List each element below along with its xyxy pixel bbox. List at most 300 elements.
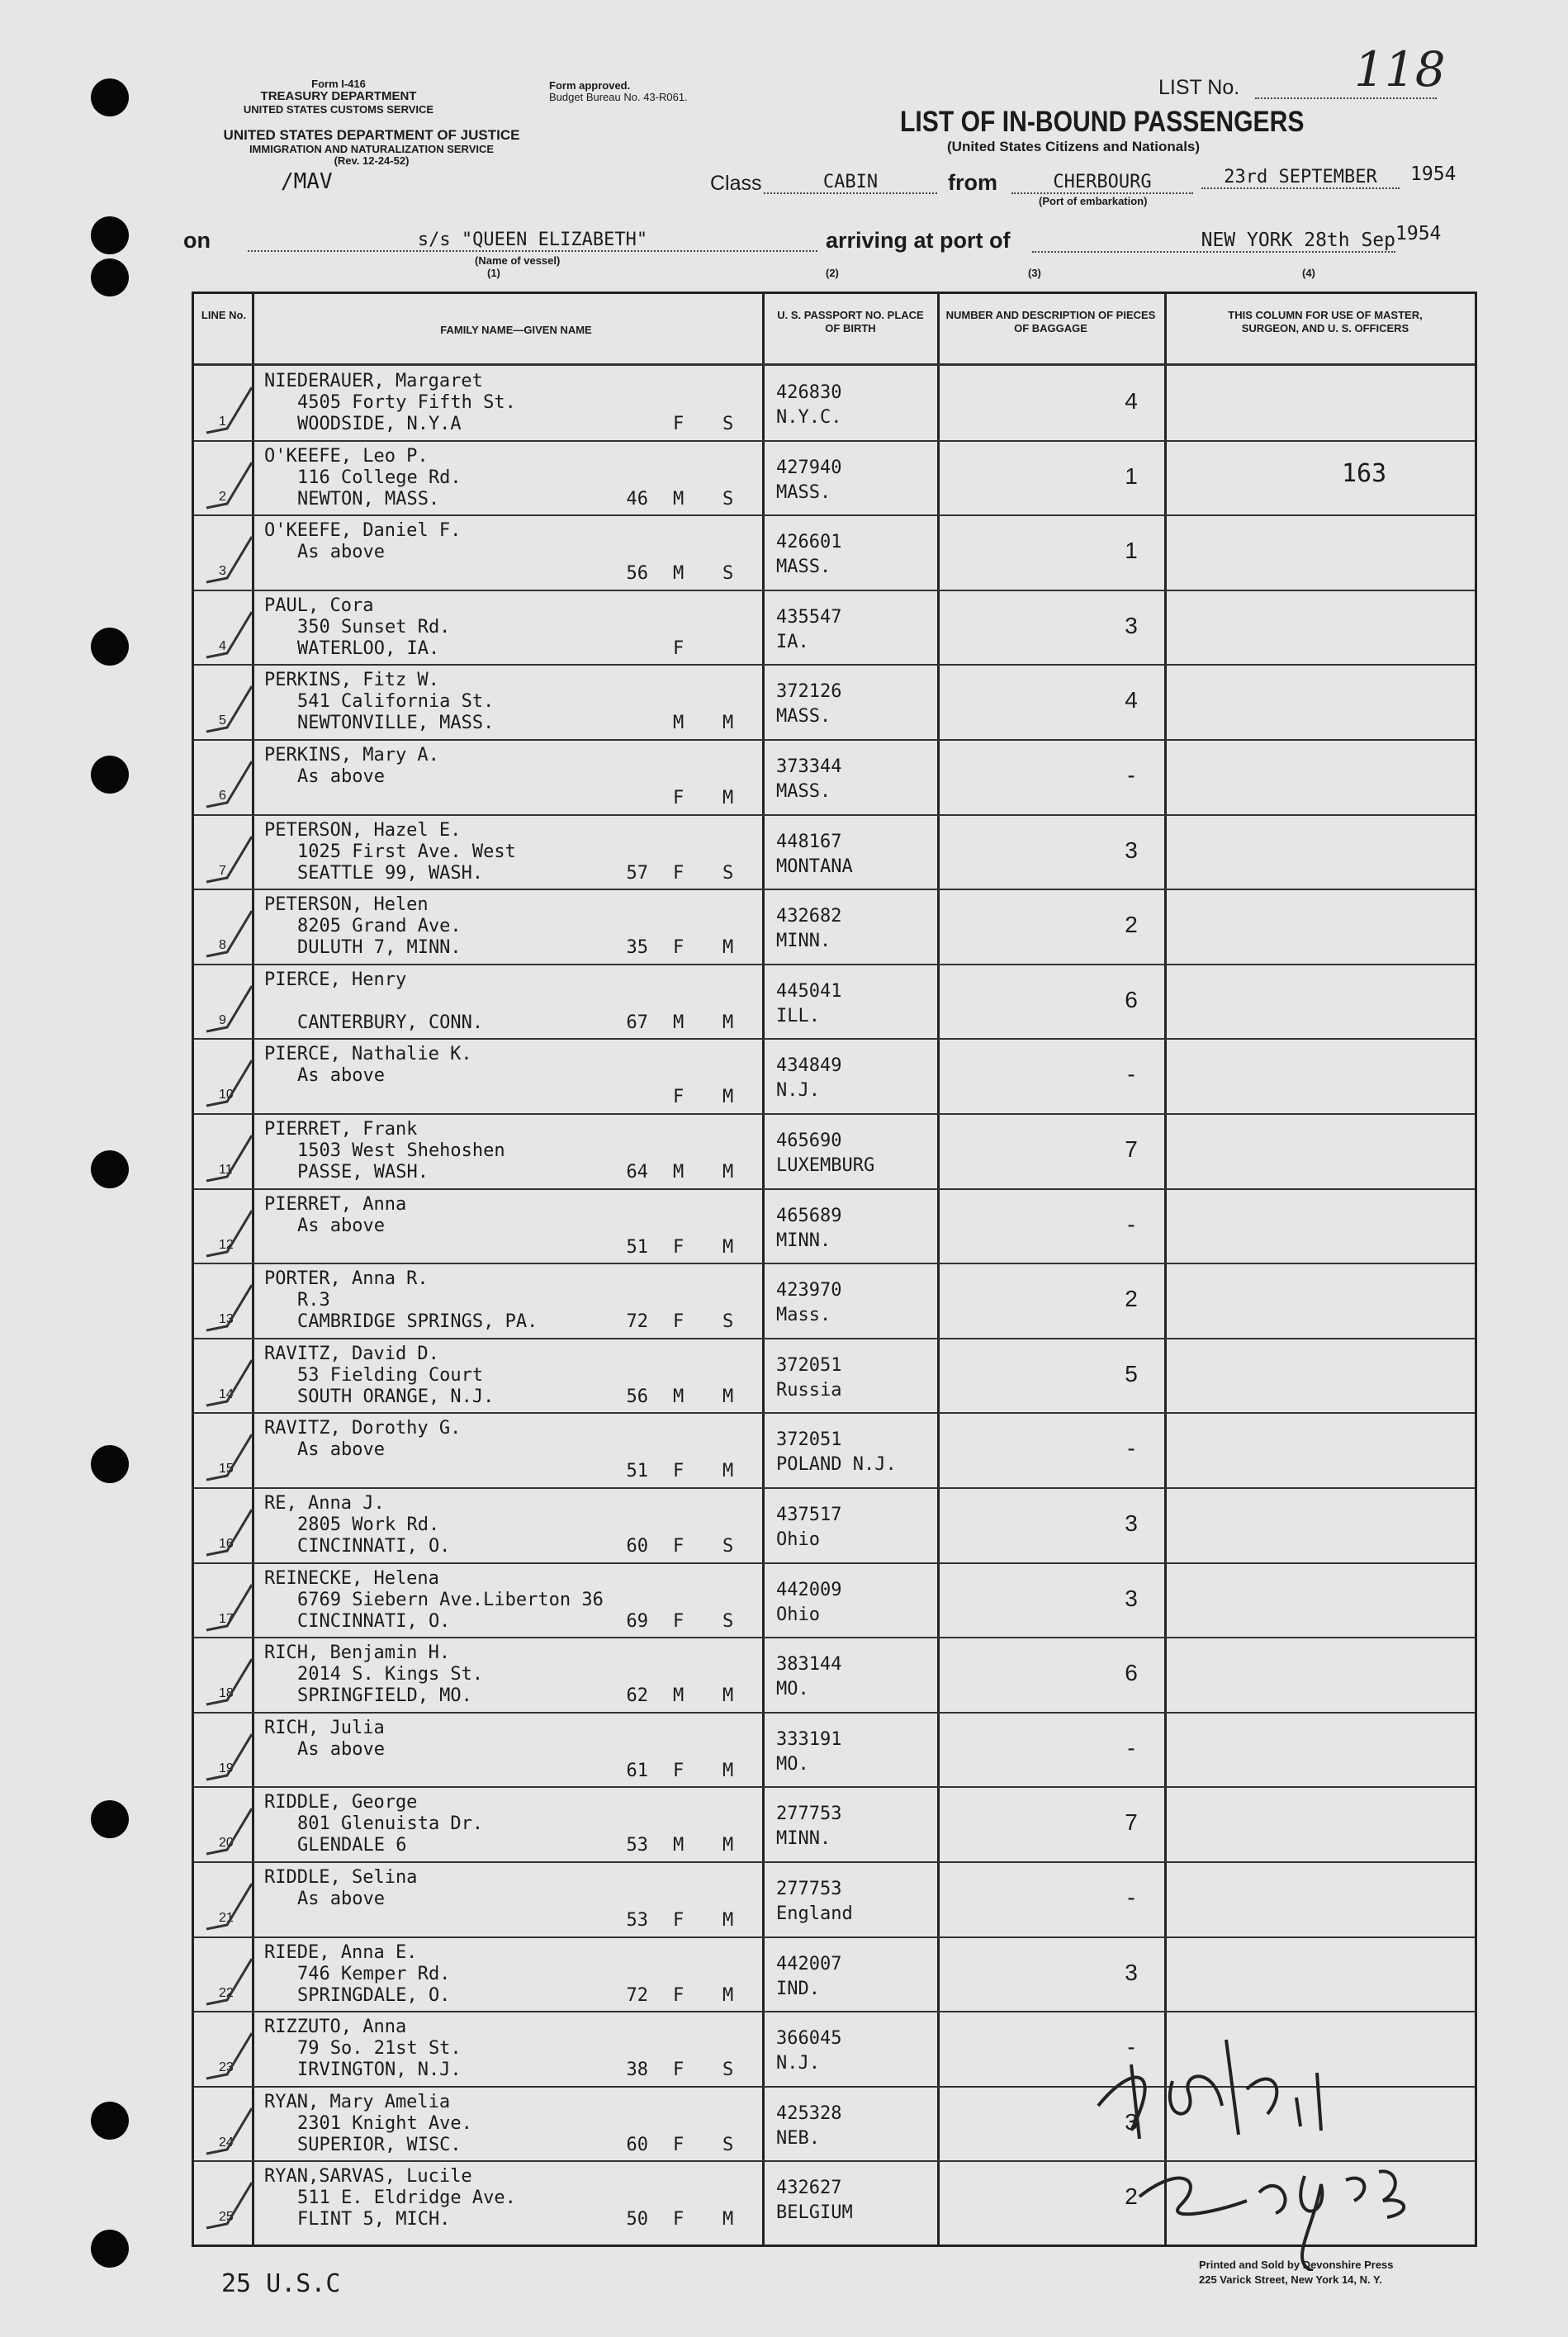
row-divider: [194, 1338, 1475, 1339]
address-city: CANTERBURY, CONN.: [297, 1012, 484, 1033]
row-divider: [194, 1637, 1475, 1638]
passport-number: 425328: [776, 2102, 842, 2124]
passenger-name: PETERSON, Helen: [264, 894, 429, 916]
place-of-birth: MINN.: [776, 1828, 831, 1850]
passenger-name: PIERRET, Anna: [264, 1193, 407, 1215]
marital-status: S: [722, 1311, 734, 1333]
line-number: 25: [219, 2210, 234, 2225]
place-of-birth: Ohio: [776, 1604, 820, 1625]
address-city: SOUTH ORANGE, N.J.: [297, 1386, 495, 1407]
form-approved: Form approved.: [549, 79, 631, 92]
age: 67: [626, 1012, 648, 1033]
table-row: [194, 442, 1475, 516]
svg-text:T.A.G.: T.A.G.: [1164, 2122, 1167, 2123]
table-row: [194, 1115, 1475, 1189]
place-of-birth: BELGIUM: [776, 2202, 853, 2224]
baggage-count: 2: [1125, 1286, 1138, 1312]
passport-number: 442007: [776, 1953, 842, 1974]
address-line: 6769 Siebern Ave.Liberton 36: [297, 1589, 604, 1610]
table-row: [194, 965, 1475, 1040]
row-divider: [194, 1412, 1475, 1414]
passenger-name: RICH, Julia: [264, 1717, 385, 1738]
table-row: [194, 1190, 1475, 1264]
passport-number: 426830: [776, 382, 842, 403]
baggage-count: 3: [1125, 2108, 1138, 2135]
check-mark-icon: [202, 458, 260, 516]
col-no-2: (2): [826, 267, 839, 279]
baggage-count: -: [1127, 1734, 1135, 1761]
officer-note: 163: [1342, 459, 1387, 488]
place-of-birth: MASS.: [776, 557, 831, 578]
age: 50: [626, 2209, 648, 2230]
table-row: [194, 890, 1475, 965]
address-line: 116 College Rd.: [297, 467, 462, 488]
check-mark-icon: [202, 982, 260, 1040]
place-of-birth: N.J.: [776, 1080, 820, 1102]
line-number: 8: [219, 938, 226, 953]
place-of-birth: N.J.: [776, 2053, 820, 2074]
passport-number: 366045: [776, 2028, 842, 2050]
baggage-count: 5: [1125, 1360, 1138, 1387]
passport-number: 277753: [776, 1804, 842, 1825]
row-divider: [194, 1038, 1475, 1040]
row-divider: [194, 739, 1475, 741]
passport-number: 448167: [776, 831, 842, 852]
line-number: 17: [219, 1611, 234, 1626]
address-line: 2301 Knight Ave.: [297, 2112, 472, 2134]
row-divider: [194, 1936, 1475, 1938]
passport-number: 437517: [776, 1505, 842, 1525]
address-line: 2805 Work Rd.: [297, 1515, 440, 1535]
passport-number: 432627: [776, 2178, 842, 2199]
address-city: CINCINNATI, O.: [297, 1536, 451, 1557]
doj-title: UNITED STATES DEPARTMENT OF JUSTICE: [223, 127, 520, 143]
passport-number: 465690: [776, 1131, 842, 1151]
binder-hole: [91, 2102, 129, 2140]
line-number: 9: [219, 1012, 226, 1027]
row-divider: [194, 1113, 1475, 1115]
marital-status: M: [722, 937, 734, 959]
treasury-dept: TREASURY DEPARTMENT: [260, 89, 417, 104]
row-divider: [194, 814, 1475, 816]
marital-status: M: [722, 1386, 734, 1407]
line-number: 18: [219, 1686, 234, 1701]
address-line: 2014 S. Kings St.: [297, 1664, 484, 1685]
line-number: 12: [219, 1237, 234, 1252]
place-of-birth: LUXEMBURG: [776, 1155, 875, 1176]
check-mark-icon: [202, 1356, 260, 1414]
place-of-birth: England: [776, 1903, 853, 1924]
check-mark-icon: [202, 1056, 260, 1114]
sex: F: [673, 1760, 685, 1781]
baggage-count: 7: [1125, 1809, 1138, 1836]
address-city: WOODSIDE, N.Y.A: [297, 414, 462, 434]
baggage-count: 7: [1125, 1136, 1138, 1162]
rev-date: (Rev. 12-24-52): [334, 154, 410, 167]
marital-status: M: [722, 1760, 734, 1781]
binder-hole: [91, 1800, 129, 1838]
passenger-name: RICH, Benjamin H.: [264, 1643, 451, 1664]
address-line: As above: [297, 1738, 385, 1760]
address-line: As above: [297, 1065, 385, 1087]
table-row: [194, 1564, 1475, 1638]
address-line: As above: [297, 1215, 385, 1236]
passenger-name: PAUL, Cora: [264, 595, 374, 616]
passport-number: 427940: [776, 457, 842, 478]
on-label: on: [183, 228, 211, 253]
place-of-birth: MINN.: [776, 931, 831, 952]
check-mark-icon: [202, 1281, 260, 1339]
class-value: CABIN: [764, 172, 937, 194]
passenger-name: O'KEEFE, Leo P.: [264, 445, 429, 467]
sex: F: [673, 937, 685, 959]
sex: M: [673, 563, 685, 585]
place-of-birth: N.Y.C.: [776, 407, 842, 428]
address-line: 1025 First Ave. West: [297, 841, 516, 862]
binder-hole: [91, 756, 129, 794]
age: 35: [626, 937, 648, 959]
marital-status: S: [722, 1610, 734, 1632]
passport-number: 423970: [776, 1280, 842, 1301]
row-divider: [194, 964, 1475, 965]
col-header-name: FAMILY NAME—GIVEN NAME: [440, 324, 592, 336]
age: 56: [626, 563, 648, 585]
address-city: NEWTON, MASS.: [297, 488, 440, 510]
table-row: [194, 1638, 1475, 1713]
place-of-birth: MINN.: [776, 1230, 831, 1251]
binder-hole: [91, 78, 129, 116]
marital-status: S: [722, 414, 734, 434]
baggage-count: 2: [1125, 2183, 1138, 2210]
sex: M: [673, 1012, 685, 1033]
baggage-count: 2: [1125, 912, 1138, 938]
age: 62: [626, 1685, 648, 1707]
age: 53: [626, 1910, 648, 1931]
line-number: 15: [219, 1462, 234, 1477]
list-no-underline: [1255, 97, 1437, 99]
address-city: WATERLOO, IA.: [297, 638, 440, 659]
passenger-name: NIEDERAUER, Margaret: [264, 371, 483, 391]
address-line: R.3: [297, 1290, 330, 1311]
passport-number: 372051: [776, 1354, 842, 1376]
row-divider: [194, 1712, 1475, 1714]
vessel-name: s/s "QUEEN ELIZABETH": [248, 230, 817, 252]
marital-status: M: [722, 1984, 734, 2006]
class-label: Class: [710, 172, 762, 195]
line-number: 22: [219, 1985, 234, 2000]
address-city: SEATTLE 99, WASH.: [297, 862, 484, 884]
marital-status: M: [722, 1685, 734, 1707]
sex: F: [673, 2134, 685, 2155]
form-id-block: [223, 78, 454, 116]
embark-date: 23rd SEPTEMBER: [1201, 167, 1400, 189]
check-mark-icon: [202, 832, 260, 890]
baggage-count: 6: [1125, 1660, 1138, 1686]
line-number: 14: [219, 1387, 234, 1401]
place-of-birth: Russia: [776, 1379, 842, 1401]
passport-number: 372051: [776, 1429, 842, 1451]
check-mark-icon: [202, 533, 260, 590]
marital-status: M: [722, 713, 734, 734]
officer-signature: [1082, 2015, 1478, 2271]
line-number: 13: [219, 1312, 234, 1327]
table-row: [194, 1414, 1475, 1488]
passport-number: 426601: [776, 532, 842, 553]
line-number: 10: [219, 1088, 234, 1102]
sex: F: [673, 862, 685, 884]
binder-hole: [91, 628, 129, 666]
address-city: PASSE, WASH.: [297, 1162, 429, 1183]
baggage-count: -: [1127, 2034, 1135, 2060]
customs-service: UNITED STATES CUSTOMS SERVICE: [243, 102, 434, 116]
passenger-name: RYAN,SARVAS, Lucile: [264, 2166, 472, 2188]
binder-hole: [91, 216, 129, 254]
line-number: 19: [219, 1761, 234, 1775]
address-line: 79 So. 21st St.: [297, 2038, 462, 2060]
line-number: 3: [219, 564, 226, 579]
marital-status: M: [722, 1835, 734, 1856]
baggage-count: 6: [1125, 986, 1138, 1012]
age: 56: [626, 1386, 648, 1407]
table-row: [194, 1040, 1475, 1114]
place-of-birth: MASS.: [776, 781, 831, 802]
marital-status: M: [722, 1461, 734, 1482]
sex: F: [673, 1311, 685, 1333]
address-city: DULUTH 7, MINN.: [297, 937, 462, 959]
address-city: SUPERIOR, WISC.: [297, 2134, 462, 2155]
baggage-count: -: [1127, 1884, 1135, 1910]
table-row: [194, 1489, 1475, 1563]
budget-bureau-no: Budget Bureau No. 43-R061.: [549, 91, 688, 104]
address-city: IRVINGTON, N.J.: [297, 2060, 462, 2081]
table-row: [194, 1714, 1475, 1788]
baggage-count: 3: [1125, 1959, 1138, 1985]
arrival-year: 1954: [1395, 223, 1442, 244]
passenger-name: RIEDE, Anna E.: [264, 1941, 418, 1963]
row-divider: [194, 514, 1475, 516]
place-of-birth: IA.: [776, 631, 809, 652]
place-of-birth: POLAND N.J.: [776, 1454, 897, 1476]
check-mark-icon: [202, 682, 260, 740]
check-mark-icon: [202, 1655, 260, 1713]
age: 51: [626, 1236, 648, 1258]
sex: F: [673, 1984, 685, 2006]
line-number: 7: [219, 863, 226, 878]
check-mark-icon: [202, 1131, 260, 1189]
check-mark-icon: [202, 2029, 260, 2087]
sex: M: [673, 488, 685, 510]
baggage-count: 3: [1125, 1510, 1138, 1536]
age: 69: [626, 1610, 648, 1632]
baggage-count: 4: [1125, 388, 1138, 414]
sex: M: [673, 1685, 685, 1707]
row-divider: [194, 1786, 1475, 1788]
sex: F: [673, 1610, 685, 1632]
mav-stamp: /MAV: [281, 169, 333, 194]
check-mark-icon: [202, 608, 260, 666]
address-line: 350 Sunset Rd.: [297, 616, 451, 638]
row-divider: [194, 1487, 1475, 1489]
vessel-caption: (Name of vessel): [475, 254, 561, 267]
sex: M: [673, 1386, 685, 1407]
sex: F: [673, 1236, 685, 1258]
marital-status: M: [722, 2209, 734, 2230]
line-number: 16: [219, 1537, 234, 1551]
address-city: FLINT 5, MICH.: [297, 2209, 451, 2230]
table-row: [194, 1264, 1475, 1339]
page-subtitle: (United States Citizens and Nationals): [947, 139, 1201, 154]
marital-status: S: [722, 563, 734, 585]
address-city: SPRINGDALE, O.: [297, 1984, 451, 2006]
col-header-baggage: NUMBER AND DESCRIPTION OF PIECES OF BAGGAGE: [945, 309, 1156, 335]
place-of-birth: NEB.: [776, 2127, 820, 2149]
marital-status: M: [722, 1910, 734, 1931]
sex: F: [673, 1910, 685, 1931]
address-line: 4505 Forty Fifth St.: [297, 392, 516, 413]
marital-status: S: [722, 488, 734, 510]
passenger-name: RIZZUTO, Anna: [264, 2017, 407, 2038]
place-of-birth: MONTANA: [776, 856, 853, 877]
passenger-name: RAVITZ, Dorothy G.: [264, 1418, 462, 1439]
check-mark-icon: [202, 1505, 260, 1563]
address-line: 53 Fielding Court: [297, 1364, 484, 1386]
line-number: 6: [219, 789, 226, 803]
sex: F: [673, 1461, 685, 1482]
address-line: 541 California St.: [297, 691, 495, 713]
footer-printer-2: 225 Varick Street, New York 14, N. Y.: [1199, 2273, 1382, 2286]
address-line: As above: [297, 1439, 385, 1461]
line-number: 20: [219, 1836, 234, 1851]
check-mark-icon: [202, 907, 260, 965]
address-line: 1503 West Shehoshen: [297, 1140, 505, 1161]
place-of-birth: ILL.: [776, 1005, 820, 1026]
passport-number: 434849: [776, 1055, 842, 1077]
line-number: 21: [219, 1911, 234, 1925]
place-of-birth: MASS.: [776, 706, 831, 728]
marital-status: M: [722, 1236, 734, 1258]
passport-number: 435547: [776, 606, 842, 628]
age: 61: [626, 1760, 648, 1781]
age: 72: [626, 1984, 648, 2006]
list-no-value: 118: [1354, 41, 1446, 97]
age: 57: [626, 862, 648, 884]
passenger-name: PIERCE, Henry: [264, 969, 407, 990]
check-mark-icon: [202, 1880, 260, 1937]
sex: F: [673, 2209, 685, 2230]
address-city: SPRINGFIELD, MO.: [297, 1685, 472, 1707]
baggage-count: -: [1127, 1435, 1135, 1462]
baggage-count: -: [1127, 1061, 1135, 1088]
age: 51: [626, 1461, 648, 1482]
baggage-count: 1: [1125, 538, 1138, 564]
row-divider: [194, 440, 1475, 442]
list-no-label: LIST No.: [1158, 76, 1240, 99]
baggage-count: 1: [1125, 462, 1138, 489]
passport-number: 373344: [776, 756, 842, 777]
age: 64: [626, 1162, 648, 1183]
address-city: CINCINNATI, O.: [297, 1610, 451, 1632]
line-number: 24: [219, 2135, 234, 2150]
line-number: 4: [219, 638, 226, 653]
baggage-count: 3: [1125, 612, 1138, 638]
footer-printer-1: Printed and Sold by Devonshire Press: [1199, 2259, 1394, 2271]
table-row: [194, 666, 1475, 740]
vessel-col-no: (1): [487, 267, 500, 279]
baggage-count: -: [1127, 762, 1135, 788]
address-city: NEWTONVILLE, MASS.: [297, 713, 495, 734]
marital-status: M: [722, 788, 734, 808]
row-divider: [194, 1861, 1475, 1863]
check-mark-icon: [202, 2104, 260, 2162]
table-row: [194, 367, 1475, 441]
address-city: CAMBRIDGE SPRINGS, PA.: [297, 1311, 538, 1333]
marital-status: S: [722, 862, 734, 884]
address-city: GLENDALE 6: [297, 1835, 407, 1856]
marital-status: M: [722, 1087, 734, 1108]
marital-status: S: [722, 1536, 734, 1557]
marital-status: M: [722, 1012, 734, 1033]
sex: M: [673, 713, 685, 734]
line-number: 2: [219, 489, 226, 504]
embark-year: 1954: [1410, 164, 1457, 185]
check-mark-icon: [202, 757, 260, 815]
row-divider: [194, 2011, 1475, 2012]
passenger-name: RYAN, Mary Amelia: [264, 2091, 451, 2112]
passenger-name: RIDDLE, George: [264, 1792, 418, 1813]
baggage-count: 3: [1125, 1585, 1138, 1611]
age: 60: [626, 1536, 648, 1557]
passenger-table: [192, 292, 1477, 2247]
passport-number: 383144: [776, 1654, 842, 1676]
passport-number: 432682: [776, 906, 842, 927]
baggage-count: -: [1127, 1211, 1135, 1237]
col-header-line-no: LINE No.: [201, 309, 247, 321]
arriving-label: arriving at port of: [826, 228, 1011, 253]
check-mark-icon: [202, 1955, 260, 2012]
passenger-name: O'KEEFE, Daniel F.: [264, 520, 462, 542]
place-of-birth: MO.: [776, 1679, 809, 1700]
check-mark-icon: [202, 1430, 260, 1488]
col-header-officers: THIS COLUMN FOR USE OF MASTER, SURGEON, AND U. S. OFFICERS: [1228, 309, 1423, 335]
age: 72: [626, 1311, 648, 1333]
form-approved-block: [549, 80, 772, 104]
table-row: [194, 1863, 1475, 1937]
row-divider: [194, 1188, 1475, 1190]
page-title: LIST OF IN-BOUND PASSENGERS: [900, 106, 1305, 138]
passenger-name: PIERRET, Frank: [264, 1119, 418, 1140]
check-mark-icon: [202, 1581, 260, 1638]
baggage-count: 3: [1125, 837, 1138, 863]
address-line: As above: [297, 1889, 385, 1909]
check-mark-icon: [202, 1206, 260, 1264]
sex: F: [673, 2060, 685, 2081]
table-row: [194, 1339, 1475, 1414]
table-row: [194, 816, 1475, 890]
embark-port: CHERBOURG: [1011, 172, 1193, 194]
marital-status: S: [722, 2060, 734, 2081]
sex: F: [673, 788, 685, 808]
passport-number: 372126: [776, 681, 842, 703]
passenger-name: RIDDLE, Selina: [264, 1867, 418, 1888]
address-line: 746 Kemper Rd.: [297, 1963, 451, 1984]
sex: F: [673, 1087, 685, 1108]
row-divider: [194, 889, 1475, 890]
place-of-birth: MASS.: [776, 481, 831, 503]
row-divider: [194, 590, 1475, 591]
age: 46: [626, 488, 648, 510]
passenger-name: RE, Anna J.: [264, 1493, 385, 1514]
sex: F: [673, 414, 685, 434]
